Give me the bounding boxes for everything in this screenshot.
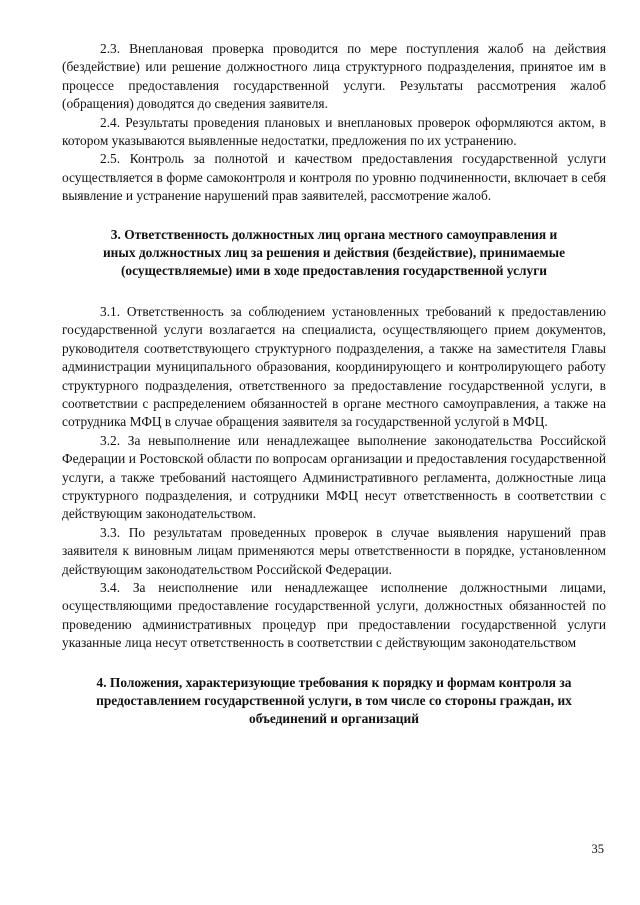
paragraph-3-1: 3.1. Ответственность за соблюдением установленных требований к предоставлению государственной услуги возлагается на специалиста, осуществляющего прием документов, руководителя соответствующего структурного подразделения, а также на заместителя Главы администрации муниципального образования, координирующего и контролирующего работу структурного подразделения, ответственного за предоставление государственной услуги, в соответствии с распределением обязанностей в органе местного самоуправления, а также на сотрудника МФЦ в случае обращения заявителя за государственной услугой в МФЦ. bbox=[62, 303, 606, 430]
section-3-heading: 3. Ответственность должностных лиц органа местного самоуправления и иных должностных лиц за решения и действия (бездействие), принимаемые (осуществляемые) ими в ходе предоставления государственной услуги bbox=[102, 226, 566, 279]
paragraph-2-3: 2.3. Внеплановая проверка проводится по мере поступления жалоб на действия (бездействие) или решение должностного лица структурного подразделения, принятое им в процессе предоставления государственной услуги. Результаты рассмотрения жалоб (обращения) доводятся до сведения заявителя. bbox=[62, 41, 606, 112]
paragraph-2-4: 2.4. Результаты проведения плановых и внеплановых проверок оформляются актом, в котором указываются выявленные недостатки, предложения по их устранению. bbox=[62, 114, 606, 149]
document-page bbox=[62, 40, 606, 729]
page-number: 35 bbox=[591, 842, 604, 856]
paragraph-3-4: 3.4. За неисполнение или ненадлежащее исполнение должностными лицами, осуществляющими предоставление государственной услуги, должностных обязанностей по проведению административных процедур при предоставлении государственной услуги указанные лица несут ответственность в соответствии с действующим законодательством bbox=[62, 579, 606, 651]
paragraph-3-3: 3.3. По результатам проведенных проверок в случае выявления нарушений прав заявителя к виновным лицам применяются меры ответственности в порядке, установленном действующим законодательством Российской Федерации. bbox=[62, 524, 606, 577]
paragraph-2-5: 2.5. Контроль за полнотой и качеством предоставления государственной услуги осуществляется в форме самоконтроля и контроля по уровню подчиненности, включает в себя выявление и устранение нарушений прав заявителей, рассмотрение жалоб. bbox=[62, 151, 606, 204]
section-4-heading: 4. Положения, характеризующие требования к порядку и формам контроля за предоставлением государственной услуги, в том числе со стороны граждан, их объединений и организаций bbox=[96, 674, 572, 727]
paragraph-3-2: 3.2. За невыполнение или ненадлежащее выполнение законодательства Российской Федерации и Ростовской области по вопросам организации и предоставления государственной услуги, а также требований настоящего Административного регламента, должностные лица структурного подразделения, и сотрудники МФЦ несут ответственность в соответствии с действующим законодательством. bbox=[62, 432, 606, 522]
